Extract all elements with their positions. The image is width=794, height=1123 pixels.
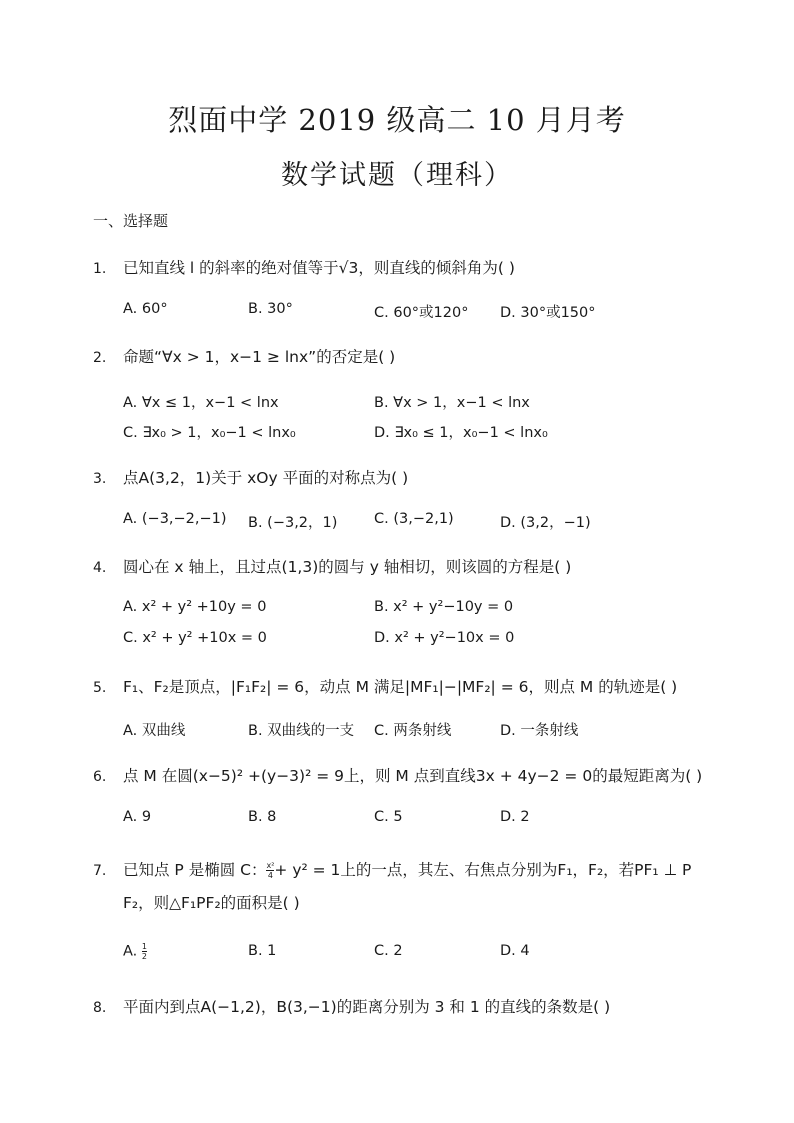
question-number: 4. — [93, 560, 107, 576]
question-number: 6. — [93, 769, 107, 785]
question-number: 7. — [93, 863, 107, 879]
option-b: B. 双曲线的一支 — [248, 723, 355, 739]
question-number: 1. — [93, 261, 107, 277]
question-2 — [93, 345, 395, 367]
section-heading: 一、选择题 — [93, 212, 169, 230]
option-c: C. (3,−2,1) — [374, 511, 454, 527]
option-d: D. 2 — [500, 809, 530, 825]
option-c: C. 两条射线 — [374, 723, 452, 739]
option-d: D. (3,2，−1) — [500, 515, 591, 531]
option-d: D. ∃x₀ ≤ 1，x₀−1 < lnx₀ — [374, 425, 548, 441]
option-b: B. 8 — [248, 809, 277, 825]
question-1 — [93, 256, 515, 278]
question-number: 3. — [93, 471, 107, 487]
question-stem: 命题“∀x > 1，x−1 ≥ lnx”的否定是( ) — [123, 348, 396, 366]
option-c: C. x² + y² +10x = 0 — [123, 630, 267, 646]
option-a: A. (−3,−2,−1) — [123, 511, 227, 527]
option-a: A. ∀x ≤ 1，x−1 < lnx — [123, 395, 279, 411]
option-a: A. 9 — [123, 809, 152, 825]
question-number: 8. — [93, 1000, 107, 1016]
exam-subtitle: 数学试题（理科） — [281, 160, 513, 191]
option-a: A. $\frac{1}{2}$ — [123, 942, 147, 961]
question-number: 2. — [93, 350, 107, 366]
question-stem: F₁、F₂是顶点，|F₁F₂| = 6，动点 M 满足|MF₁|−|MF₂| = 6，则点 M 的轨迹是( ) — [123, 678, 678, 696]
option-b: B. 1 — [248, 943, 277, 959]
option-a: A. x² + y² +10y = 0 — [123, 599, 267, 615]
option-b: B. ∀x > 1，x−1 < lnx — [374, 395, 530, 411]
question-stem: 点A(3,2，1)关于 xOy 平面的对称点为( ) — [123, 469, 409, 487]
question-stem-cont: + y² = 1上的一点，其左、右焦点分别为F₁，F₂，若PF₁ ⊥ P — [274, 861, 692, 879]
fraction-x2-over-4: $\frac{\text{x²}}{4}$ — [266, 861, 275, 880]
option-b: B. x² + y²−10y = 0 — [374, 599, 514, 615]
option-c: C. 5 — [374, 809, 403, 825]
question-stem: 平面内到点A(−1,2)，B(3,−1)的距离分别为 3 和 1 的直线的条数是( ) — [123, 998, 611, 1016]
exam-title: 烈面中学 2019 级高二 10 月月考 — [168, 103, 626, 137]
question-7 — [93, 858, 713, 912]
option-b: B. 30° — [248, 301, 293, 317]
question-stem: 圆心在 x 轴上，且过点(1,3)的圆与 y 轴相切，则该圆的方程是( ) — [123, 558, 572, 576]
question-number: 5. — [93, 680, 107, 696]
question-stem: 已知点 P 是椭圆 C： — [123, 861, 267, 879]
option-d: D. 一条射线 — [500, 723, 579, 739]
question-stem: 点 M 在圆(x−5)² +(y−3)² = 9上，则 M 点到直线3x + 4y−2 = 0的最短距离为( ) — [123, 767, 703, 785]
option-b: B. (−3,2，1) — [248, 515, 338, 531]
question-4 — [93, 555, 571, 577]
option-c: C. 2 — [374, 943, 403, 959]
option-d: D. x² + y²−10x = 0 — [374, 630, 515, 646]
option-d: D. 30°或150° — [500, 305, 596, 321]
fraction-one-half: $\frac{1}{2}$ — [141, 942, 147, 961]
question-5 — [93, 675, 677, 697]
option-a: A. 双曲线 — [123, 723, 186, 739]
question-stem-line2: F₂，则△F₁PF₂的面积是( ) — [123, 894, 300, 912]
question-8 — [93, 995, 610, 1017]
question-stem: 已知直线 l 的斜率的绝对值等于√3，则直线的倾斜角为( ) — [123, 259, 515, 277]
option-a: A. 60° — [123, 301, 168, 317]
option-d: D. 4 — [500, 943, 530, 959]
question-6 — [93, 764, 702, 786]
option-c: C. 60°或120° — [374, 305, 469, 321]
question-3 — [93, 466, 408, 488]
option-c: C. ∃x₀ > 1，x₀−1 < lnx₀ — [123, 425, 296, 441]
